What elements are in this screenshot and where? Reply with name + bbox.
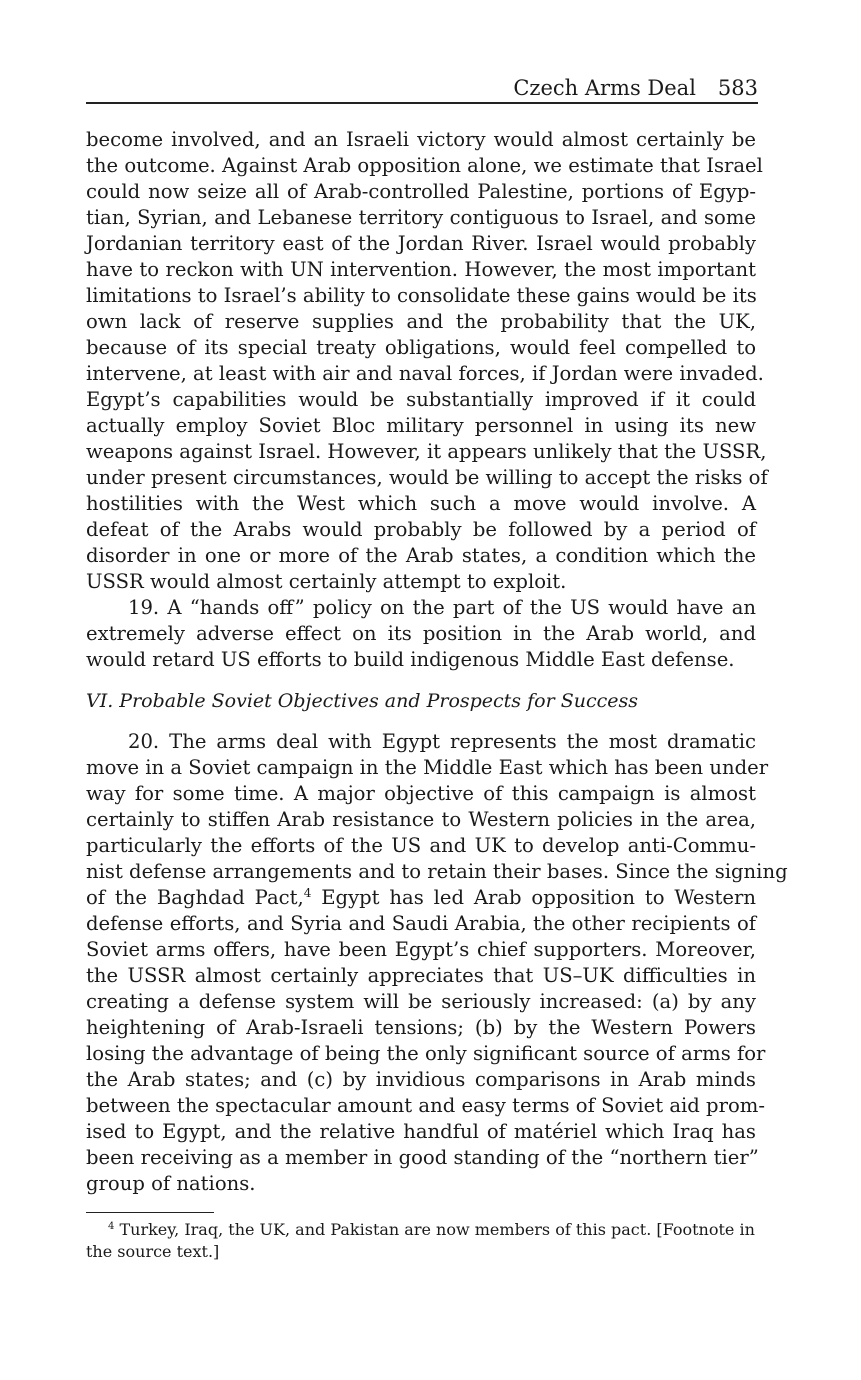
page-number: 583 xyxy=(717,76,758,100)
text-line: Egypt’s capabilities would be substantially improved if it could xyxy=(86,388,756,411)
paragraph-20-line: the USSR almost certainly appreciates that US–UK difficulties in xyxy=(86,964,756,987)
text-line: intervene, at least with air and naval forces, if Jordan were invaded. xyxy=(86,362,764,385)
footnote-marker: 4 xyxy=(108,1221,115,1232)
text-line: own lack of reserve supplies and the probability that the UK, xyxy=(86,310,756,333)
footnote-reference[interactable]: 4 xyxy=(303,886,312,900)
header-rule xyxy=(86,102,758,104)
text-line: limitations to Israel’s ability to consolidate these gains would be its xyxy=(86,284,757,307)
paragraph-20-line: 20. The arms deal with Egypt represents the most dramatic xyxy=(128,730,756,753)
text-line: Jordanian territory east of the Jordan River. Israel would probably xyxy=(86,232,756,255)
paragraph-20-line: certainly to stiffen Arab resistance to Western policies in the area, xyxy=(86,808,756,831)
section-heading: VI. Probable Soviet Objectives and Prospects for Success xyxy=(86,690,638,712)
paragraph-19-line: extremely adverse effect on its position in the Arab world, and xyxy=(86,622,756,645)
paragraph-20-line: Soviet arms offers, have been Egypt’s chief supporters. Moreover, xyxy=(86,938,756,961)
text-line: weapons against Israel. However, it appears unlikely that the USSR, xyxy=(86,440,767,463)
paragraph-20-line: way for some time. A major objective of this campaign is almost xyxy=(86,782,756,805)
text-line: could now seize all of Arab-controlled Palestine, portions of Egyp- xyxy=(86,180,756,203)
paragraph-20-line: nist defense arrangements and to retain their bases. Since the signing xyxy=(86,860,788,883)
text-line: become involved, and an Israeli victory would almost certainly be xyxy=(86,128,756,151)
paragraph-20-line xyxy=(86,885,756,911)
text-line: because of its special treaty obligations, would feel compelled to xyxy=(86,336,756,359)
text-line: disorder in one or more of the Arab states, a condition which the xyxy=(86,544,756,567)
paragraph-20-line: move in a Soviet campaign in the Middle East which has been under xyxy=(86,756,769,779)
running-title: Czech Arms Deal xyxy=(513,76,696,100)
text-fragment: Egypt has led Arab opposition to Western xyxy=(311,886,756,909)
running-header xyxy=(86,74,758,102)
text-line: the outcome. Against Arab opposition alone, we estimate that Israel xyxy=(86,154,763,177)
paragraph-19-line: would retard US efforts to build indigenous Middle East defense. xyxy=(86,648,735,671)
footnote-rule xyxy=(86,1212,214,1213)
paragraph-20-line: creating a defense system will be seriously increased: (a) by any xyxy=(86,990,756,1013)
paragraph-20-line: the Arab states; and (c) by invidious comparisons in Arab minds xyxy=(86,1068,756,1091)
paragraph-20-line: defense efforts, and Syria and Saudi Arabia, the other recipients of xyxy=(86,912,756,935)
paragraph-20-line: been receiving as a member in good standing of the “northern tier” xyxy=(86,1146,759,1169)
text-line: hostilities with the West which such a move would involve. A xyxy=(86,492,756,515)
paragraph-20-line: heightening of Arab-Israeli tensions; (b) by the Western Powers xyxy=(86,1016,756,1039)
footnote-line: the source text.] xyxy=(86,1242,220,1261)
paragraph-19-line: 19. A “hands off” policy on the part of the US would have an xyxy=(128,596,756,619)
paragraph-20-line: particularly the efforts of the US and UK to develop anti-Commu- xyxy=(86,834,756,857)
text-line: defeat of the Arabs would probably be followed by a period of xyxy=(86,518,756,541)
text-line: under present circumstances, would be willing to accept the risks of xyxy=(86,466,768,489)
paragraph-20-line: group of nations. xyxy=(86,1172,256,1195)
paragraph-20-line: ised to Egypt, and the relative handful of matériel which Iraq has xyxy=(86,1120,756,1143)
footnote-text: Turkey, Iraq, the UK, and Pakistan are now members of this pact. [Footnote in xyxy=(114,1220,755,1239)
text-fragment: of the Baghdad Pact, xyxy=(86,886,304,909)
paragraph-20-line: losing the advantage of being the only significant source of arms for xyxy=(86,1042,766,1065)
paragraph-20-line: between the spectacular amount and easy terms of Soviet aid prom- xyxy=(86,1094,765,1117)
text-line: have to reckon with UN intervention. However, the most important xyxy=(86,258,756,281)
text-line: actually employ Soviet Bloc military personnel in using its new xyxy=(86,414,756,437)
text-line: tian, Syrian, and Lebanese territory contiguous to Israel, and some xyxy=(86,206,756,229)
text-line: USSR would almost certainly attempt to exploit. xyxy=(86,570,567,593)
footnote-line xyxy=(108,1219,755,1241)
